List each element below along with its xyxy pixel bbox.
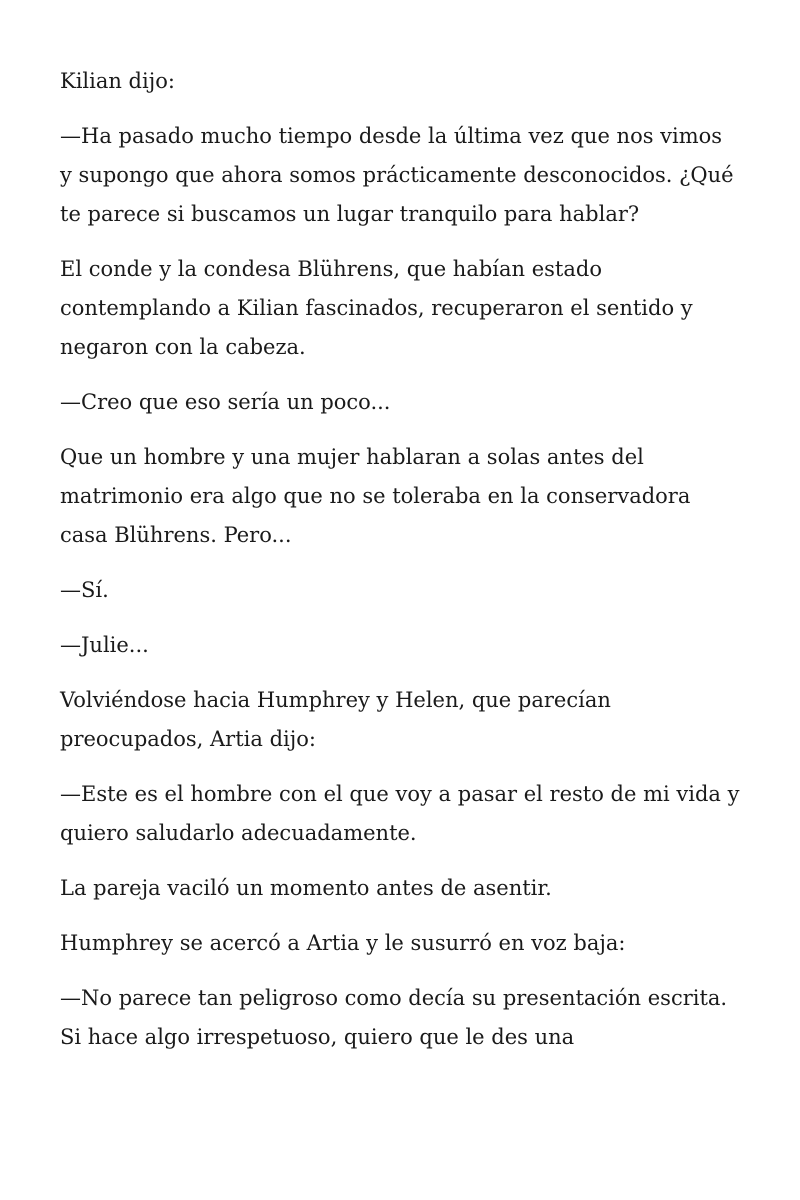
paragraph: El conde y la condesa Blührens, que habían estado contemplando a Kilian fascinados, recuperaron el sentido y negaron con la cabeza. <box>60 257 693 359</box>
paragraph: —No parece tan peligroso como decía su presentación escrita. Si hace algo irrespetuoso, quiero que le des una <box>60 986 728 1049</box>
paragraph: —Ha pasado mucho tiempo desde la última vez que nos vimos y supongo que ahora somos prácticamente desconocidos. ¿Qué te parece si buscamos un lugar tranquilo para hablar? <box>60 124 734 226</box>
paragraph: —Creo que eso sería un poco... <box>60 390 391 414</box>
paragraph: —Julie... <box>60 633 149 657</box>
paragraph: La pareja vaciló un momento antes de asentir. <box>60 876 552 900</box>
paragraph: Volviéndose hacia Humphrey y Helen, que parecían preocupados, Artia dijo: <box>60 688 611 751</box>
paragraph: Kilian dijo: <box>60 69 175 93</box>
paragraph: —Sí. <box>60 578 109 602</box>
paragraph: —Este es el hombre con el que voy a pasar el resto de mi vida y quiero saludarlo adecuadamente. <box>60 782 740 845</box>
paragraph: Humphrey se acercó a Artia y le susurró en voz baja: <box>60 931 626 955</box>
paragraph: Que un hombre y una mujer hablaran a solas antes del matrimonio era algo que no se toleraba en la conservadora casa Blührens. Pero... <box>60 445 691 547</box>
